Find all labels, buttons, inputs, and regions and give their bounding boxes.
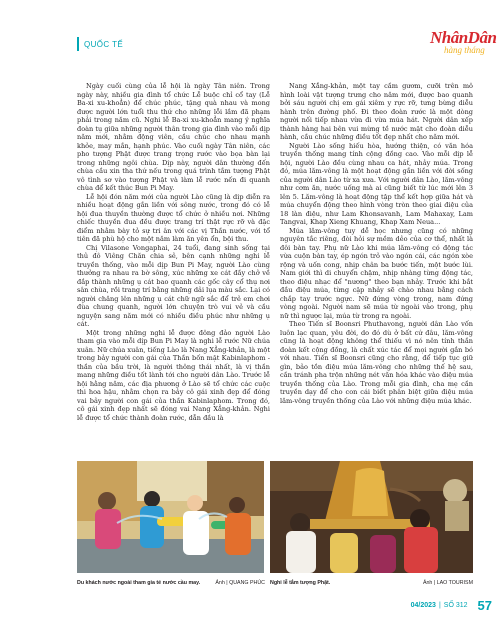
paragraph: Người Lào sống hiếu hòa, hướng thiện, có văn hóa truyền thống mang tính cộng đồng cao. Vào mỗi dịp lễ hội, người Lào đều cùng nhau ca hát, nhảy múa. Trong đó, múa lăm-vông là một hoạt động gắn liền với đời sống của người dân Lào từ xa xưa. Với người dân Lào, lăm-vông như cơm ăn, nước uống mà ai cũng biết từ lúc mới lên 3 lên 5. Lăm-vông là hoạt động tập thể kết hợp giữa hát và múa chuyển động theo hình vòng tròn theo giai điệu của 18 làn điệu, như Lam Khonsavanh, Lam Mahaxay, Lam Tangvai, Khap Xieng Khuang, Khap Xam Neua... [280, 141, 473, 226]
photo-caption-left: Du khách nước ngoài tham gia té nước cầu may. [77, 580, 201, 586]
page-number: 57 [477, 598, 492, 613]
article-column-left [77, 82, 270, 456]
photo-caption-right: Nghi lễ tắm tượng Phật. [270, 580, 331, 586]
article-column-right [280, 82, 473, 456]
photo-buddha-bathing-image [270, 461, 473, 573]
paragraph: Theo Tiến sĩ Boonsri Phuthavong, người dân Lào vốn luôn lạc quan, yêu đời, do đó dù ở bất cứ đâu, lăm-vông cũng là hoạt động không thể thiếu vì nó nên tính thắn đoàn kết cộng đồng, là chất xúc tác để mọi người gắn bó với nhau. Tiến sĩ Boonsri cũng cho rằng, để tiếp tục giữ gìn, bảo tồn điệu múa lăm-vông cho những thế hệ sau, cần tránh pha trộn những nét văn hóa khác vào điệu múa truyền thống của Lào. Trong mỗi gia đình, cha mẹ cần truyền dạy để cho con cái biết phân biệt giữa điệu múa lăm-vông truyền thống của Lào với những điệu múa khác. [280, 320, 473, 405]
masthead-logo [430, 22, 497, 62]
paragraph: Nang Xẳng-khản, một tay cầm gươm, cưỡi trên mô hình loài vật tượng trưng cho năm mới, được bao quanh bởi sáu người chị em gái xiêm y rực rỡ, tưng bừng diễu hành trên đường phố. Đi theo đoàn rước là một dòng người nối tiếp nhau vừa đi vừa múa hát. Người dân xếp thành hàng hai bên vui mừng tề nước mặt cho đoàn diễu hành, cầu chúc những điều tốt đẹp nhất cho năm mới. [280, 82, 473, 141]
issue-number: SỐ 312 [443, 602, 468, 609]
page-footer [411, 598, 492, 613]
paragraph: Ngày cuối cùng của lễ hội là ngày Tân niên. Trong ngày này, nhiều gia đình tổ chức Lễ buộc chỉ cổ tay (Lễ Ba-xi xu-khoẳn) để chúc phúc, tặng quà nhau và mong được người lớn tuổi thu thứ cho những lỗi lầm đã phạm phải trong năm cũ. Nghi lễ Ba-xi xu-khoẳn mang ý nghĩa đoàn tụ giữa những người thân trong gia đình vào mỗi dịp năm mới, nhằm động viên, cầu chúc cho nhau mạnh khỏe, may mắn, hạnh phúc. Vào cuối ngày Tân niên, các pho tượng Phật được trang trọng rước vào bọa bàn lại trong những ngôi chùa. Dịp này, người dân thường đến chùa cầu xin tha thứ nếu trong quá trình tắm tượng Phật vô tình sơ vào tượng Phật và làm lễ rước nến đi quanh chùa để kết thúc Bun Pi May. [77, 82, 270, 192]
photo-credit-right: Ảnh | LAO TOURISM [422, 580, 473, 586]
paragraph: Lễ hội đón năm mới của người Lào cũng là dịp diễn ra nhiều hoạt động gắn liền với sông nước, trong đó có lễ hội đua thuyền thường được tổ chức ở nhiều nơi. Những chiếc thuyền đua đều được trang trí thật rực rỡ và đặc điểm nhằm bày tỏ sự tri ân với các vị Thần nước, với tổ tiên đã phù hộ cho một năm làm ăn yên ổn, bội thu. [77, 192, 270, 243]
photo-credit-left: Ảnh | QUANG PHÚC [215, 580, 265, 586]
paragraph: Múa lăm-vông tuy dễ học nhưng cũng có những nguyên tắc riêng, đòi hỏi sự mềm dẻo của cơ thể, nhất là đôi bàn tay. Phụ nữ Lào khi múa lăm-vông có động tác vừa cuộn bàn tay, ép ngón trỏ vào ngón cái, các ngón xòe rộng và uốn cong, nhịp chân ba bước tiến, một bước lùi. Nam giới thì di chuyển chậm, nhịp nhàng từng động tác, theo điệu nhạc để "nương" theo bạn nhảy. Trước khi bắt đầu điệu múa, từng cặp nhảy sẽ chào nhau bằng cách chắp tay trước ngực. Nữ đứng vòng trong, nam đứng vòng ngoài. Người nam sẽ múa từ ngoài vào trong, phụ nữ thì ngược lại, múa từ trong ra ngoài. [280, 226, 473, 320]
section-accent-bar [77, 37, 79, 51]
article-body [77, 82, 473, 456]
paragraph: Chị Vilasone Vongaphai, 24 tuổi, đang sinh sống tại thủ đô Viêng Chăn chia sẻ, bên cạnh những nghi lễ truyền thống, vào mỗi dịp Bun Pi May, người Lào cùng thưởng ra nhau ra bờ sông, xúc những xe cát đầy chở về đắp thành những ụ cát bao quanh các gốc cây cổ thụ nơi sân chùa, rồi trang trí bằng những dải lụa màu sắc. Lại có người chăng lên những ụ cát chữ ngữ sắc để trẻ em chơi đùa chung quanh, người lớn chuyện trò vui vẻ và cầu nguyện sang năm mới có nhiều điều phúc như những ụ cát. [77, 243, 270, 328]
footer-separator: | [438, 602, 441, 609]
photo-buddha-bathing [270, 461, 473, 573]
logo-main-text: NhânDân [430, 28, 497, 47]
logo-sub-text: hàng tháng [444, 45, 485, 55]
paragraph: Một trong những nghi lễ được đông đảo người Lào tham gia vào mỗi dịp Bun Pi May là nghi lễ rước Nữ chúa xuân. Nữ chúa xuân, tiếng Lào là Nang Xẳng-khản, là một trong bảy người con gái của Thần bốn mặt Kabinlaphom - thần của bầu trời, là người thông thái nhất, là vị thần mang những điều tốt lành tới cho người dân Lào. Trước lễ hội hằng năm, các địa phương ở Lào sẽ tổ chức các cuộc thi hoa hậu, nhằm chọn ra bảy cô gái xinh đẹp để đóng vai bảy người con gái của thần Kabinlaphom. Trong đó, cô gái xinh đẹp nhất sẽ đóng vai Nang Xẳng-khản. Nghi lễ được tổ chức thành đoàn rước, dẫn đầu là [77, 328, 270, 422]
section-header [77, 37, 123, 51]
section-label: QUỐC TẾ [84, 39, 124, 49]
photo-water-festival-image [77, 461, 264, 573]
photo-water-festival [77, 461, 264, 573]
issue-date: 04/2023 [410, 602, 436, 609]
